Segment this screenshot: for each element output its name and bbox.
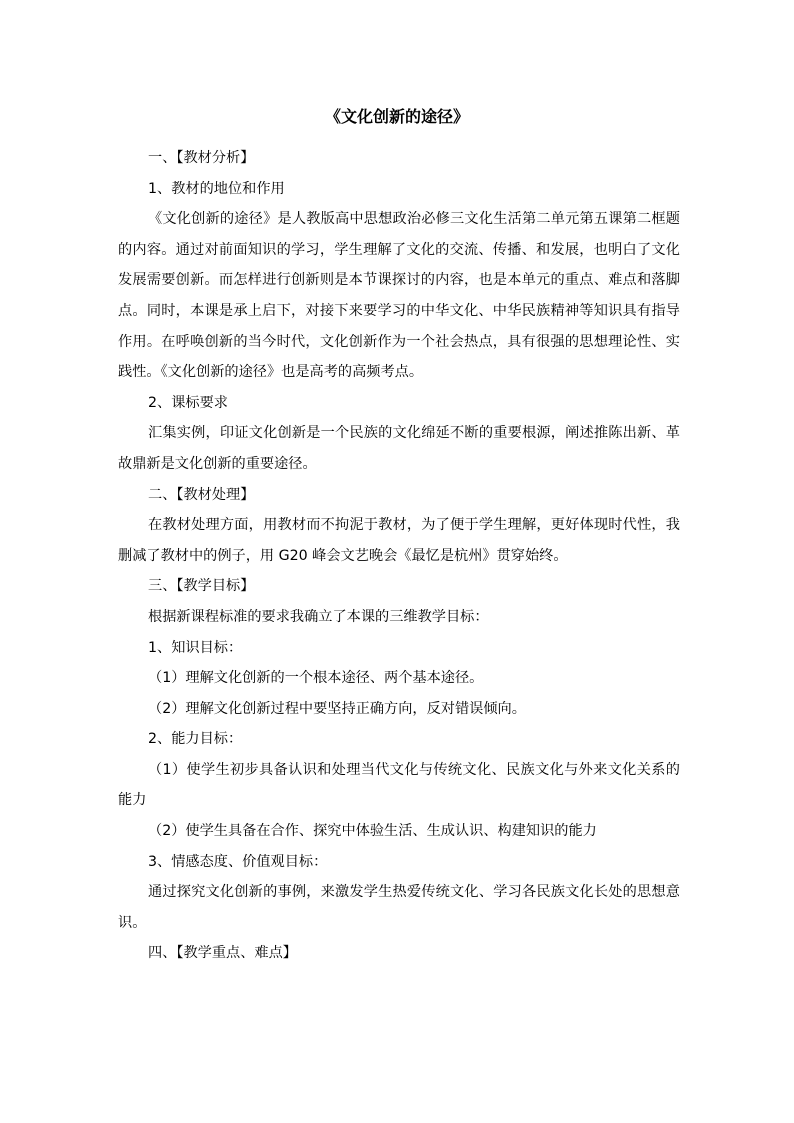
section-heading-textbook-handling: 二、【教材处理】 <box>148 486 255 503</box>
subheading-status-and-role: 1、教材的地位和作用 <box>148 180 285 197</box>
section-heading-key-and-difficult-points: 四、【教学重点、难点】 <box>148 945 297 962</box>
subheading-emotion-value-objectives: 3、情感态度、价值观目标： <box>148 853 328 870</box>
ability-objective-1: （1）使学生初步具备认识和处理当代文化与传统文化、民族文化与外来文化关系的能力 <box>118 761 680 809</box>
ability-objective-2: （2）使学生具备在合作、探究中体验生活、生成认识、构建知识的能力 <box>148 823 597 840</box>
document-title: 《文化创新的途径》 <box>324 107 469 126</box>
paragraph-emotion-value-objectives: 通过探究文化创新的事例，来激发学生热爱传统文化、学习各民族文化长处的思想意识。 <box>118 884 680 931</box>
knowledge-objective-1: （1）理解文化创新的一个根本途径、两个基本途径。 <box>148 670 484 687</box>
knowledge-objective-2: （2）理解文化创新过程中要坚持正确方向，反对错误倾向。 <box>148 700 526 717</box>
paragraph-status-and-role: 《文化创新的途径》是人教版高中思想政治必修三文化生活第二单元第五课第二框题的内容。通过对前面知识的学习，学生理解了文化的交流、传播、和发展，也明白了文化发展需要创新。而怎样进行创新则是本节课探讨的内容，也是本单元的重点、难点和落脚点。同时，本课是承上启下，对接下来要学习的中华文化、中华民族精神等知识具有指导作用。在呼唤创新的当今时代，文化创新作为一个社会热点，具有很强的思想理论性、实践性。《文化创新的途径》也是高考的高频考点。 <box>118 211 680 381</box>
subheading-knowledge-objectives: 1、知识目标： <box>148 639 243 656</box>
section-heading-teaching-objectives: 三、【教学目标】 <box>148 578 255 595</box>
paragraph-curriculum-requirements: 汇集实例，印证文化创新是一个民族的文化绵延不断的重要根源，阐述推陈出新、革故鼎新是文化创新的重要途径。 <box>118 425 680 472</box>
section-heading-textbook-analysis: 一、【教材分析】 <box>148 150 255 166</box>
objectives-intro: 根据新课程标准的要求我确立了本课的三维教学目标： <box>148 608 489 625</box>
paragraph-textbook-handling: 在教材处理方面，用教材而不拘泥于教材，为了便于学生理解，更好体现时代性，我删减了教材中的例子，用 G20 峰会文艺晚会《最忆是杭州》贯穿始终。 <box>118 517 680 564</box>
subheading-ability-objectives: 2、能力目标： <box>148 731 243 748</box>
subheading-curriculum-requirements: 2、课标要求 <box>148 394 228 411</box>
document-body <box>118 143 680 969</box>
